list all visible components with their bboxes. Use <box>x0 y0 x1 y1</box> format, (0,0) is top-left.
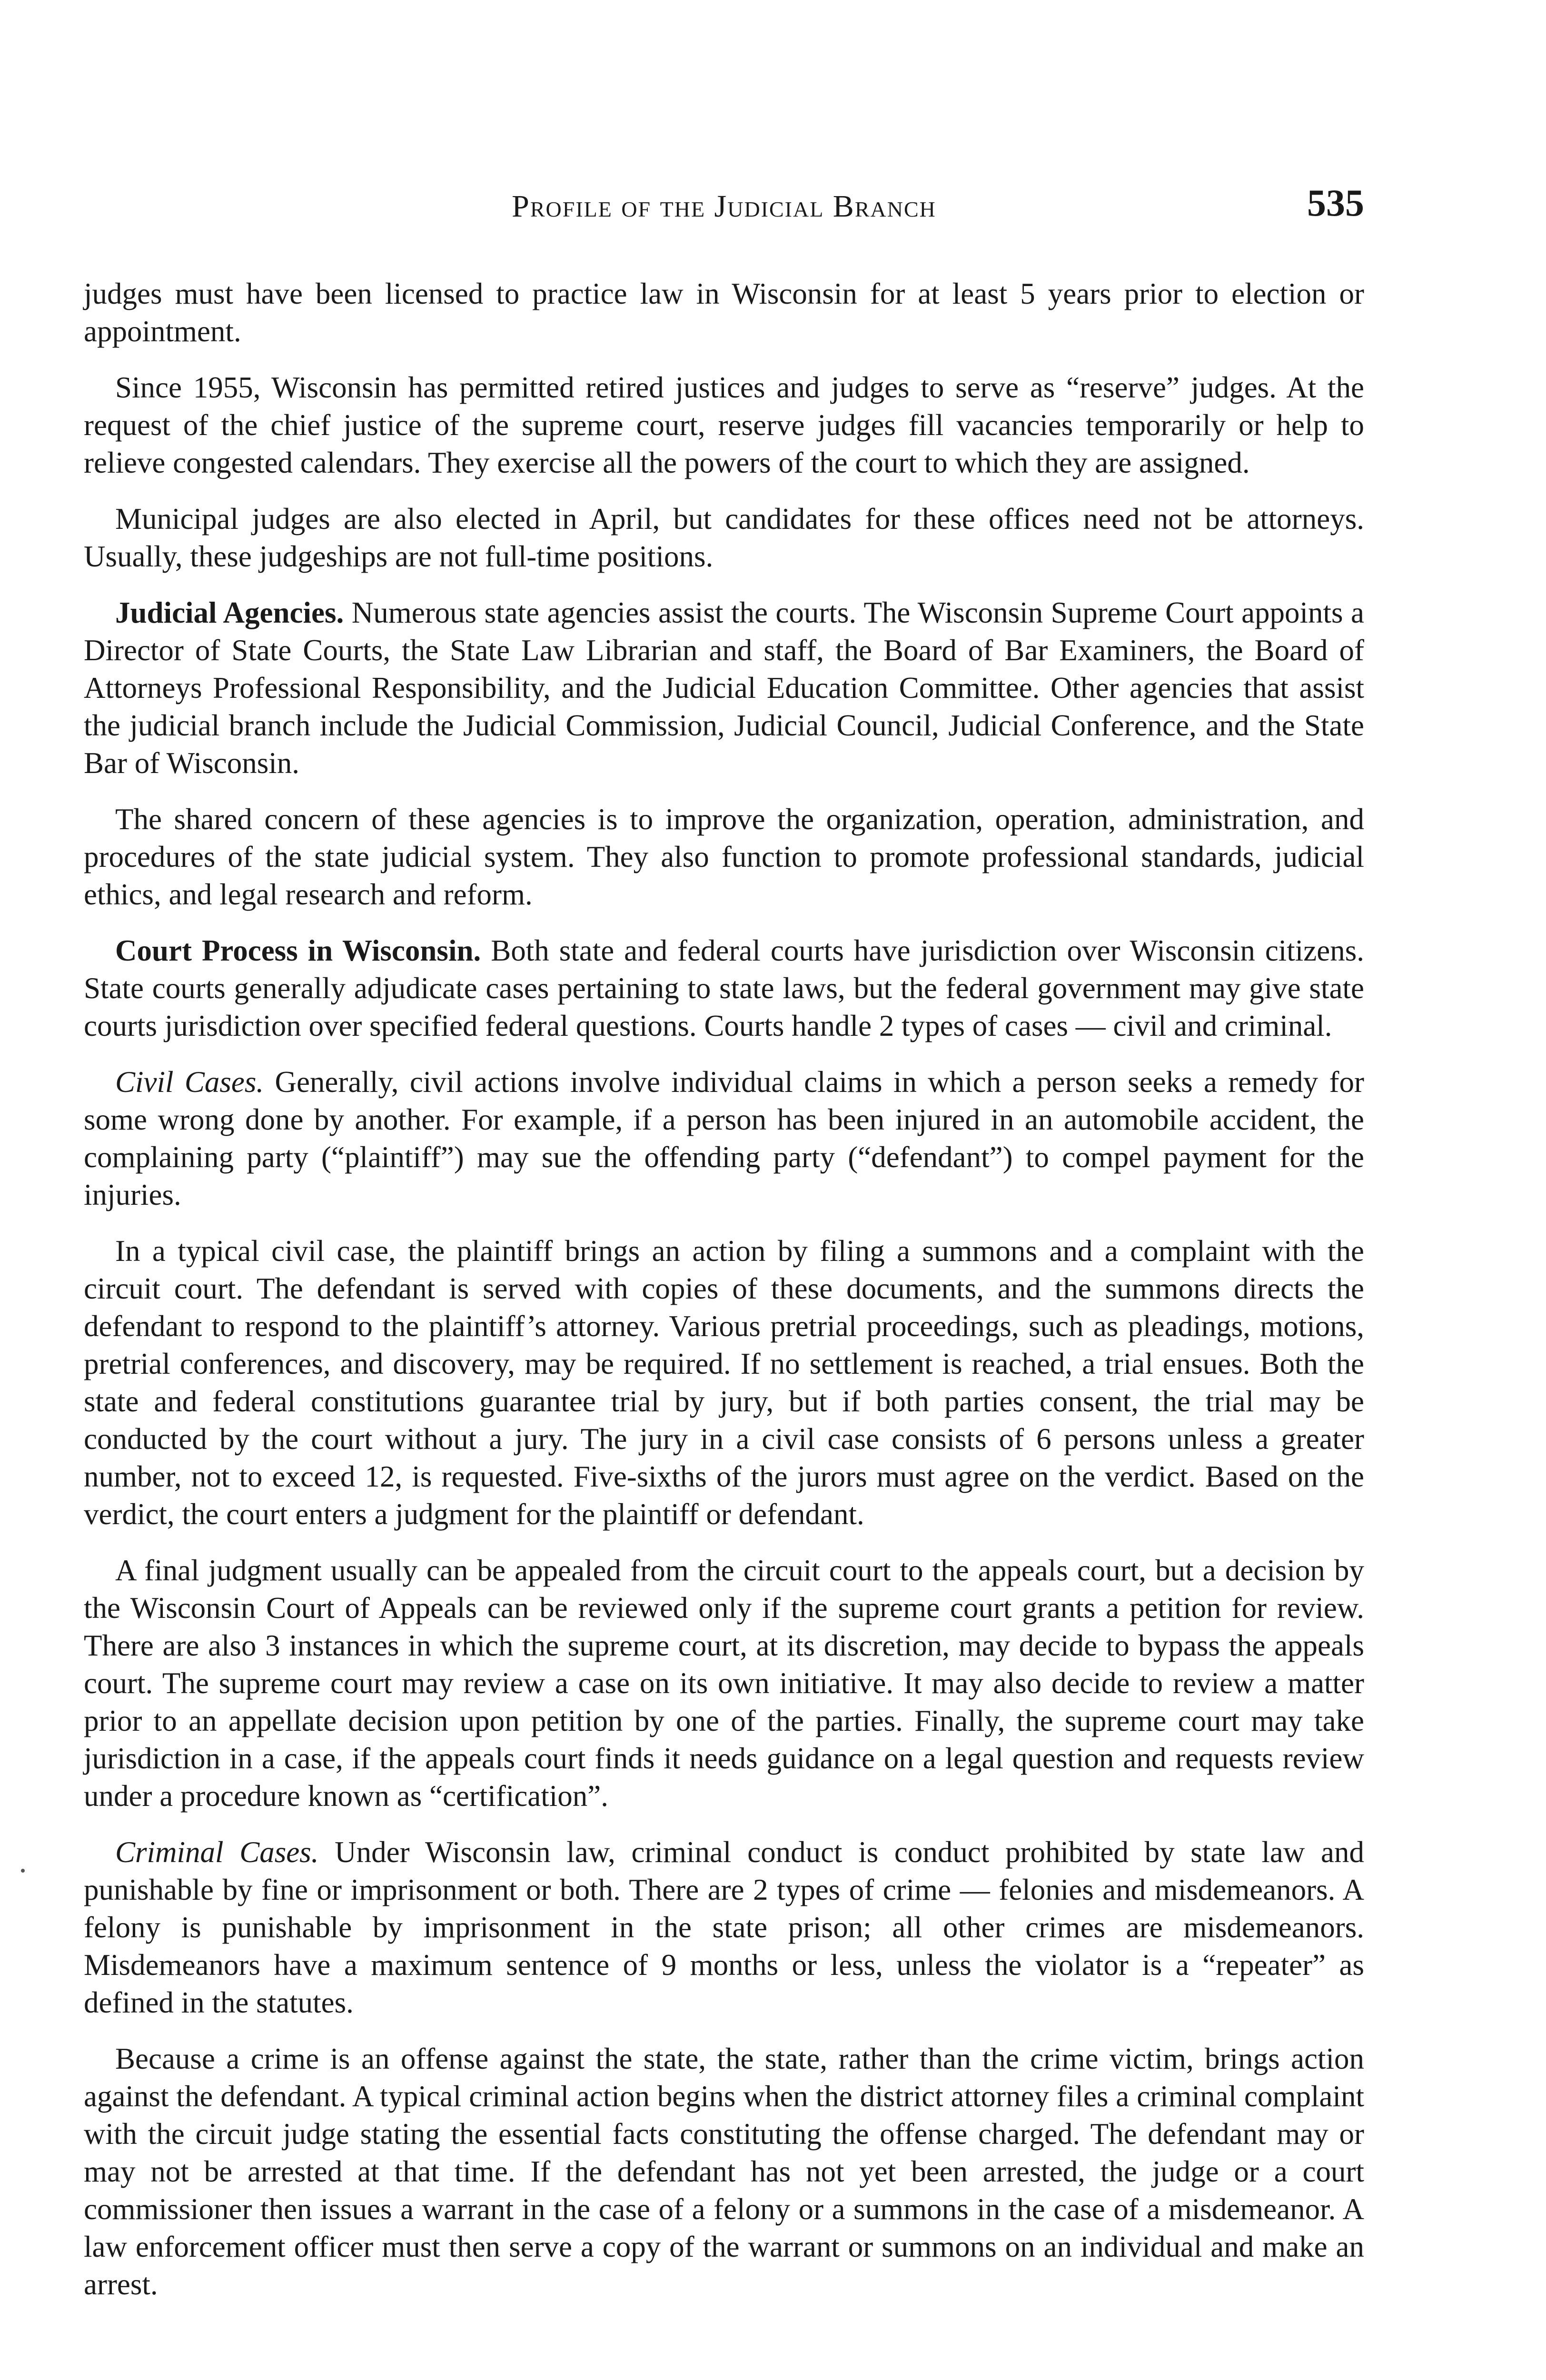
paragraph-text: Both state and federal courts have jurisdiction over Wisconsin citizens. State courts generally adjudicate cases pertaining to state laws, but the federal government may give state courts jurisdiction over specified federal questions. Courts handle 2 types of cases — civil and criminal. <box>84 934 1364 1042</box>
body-text <box>84 275 1364 2322</box>
paragraph-text: Because a crime is an offense against the state, the state, rather than the crime victim, brings action against the defendant. A typical criminal action begins when the district attorney files a criminal complaint with the circuit judge stating the essential facts constituting the offense charged. The defendant may or may not be arrested at that time. If the defendant has not yet been arrested, the judge or a court commissioner then issues a warrant in the case of a felony or a summons in the case of a misdemeanor. A law enforcement officer must then serve a copy of the warrant or summons on an individual and make an arrest. <box>84 2042 1364 2301</box>
paragraph-text: judges must have been licensed to practice law in Wisconsin for at least 5 years prior to election or appointment. <box>84 277 1364 348</box>
paragraph-text: Municipal judges are also elected in April, but candidates for these offices need not be attorneys. Usually, these judgeships are not full-time positions. <box>84 502 1364 573</box>
paragraph-text: Since 1955, Wisconsin has permitted retired justices and judges to serve as “reserve” judges. At the request of the chief justice of the supreme court, reserve judges fill vacancies temporarily or help to relieve congested calendars. They exercise all the powers of the court to which they are assigned. <box>84 371 1364 479</box>
paragraph-typical-civil-case <box>84 1232 1364 1533</box>
paragraph-text: A final judgment usually can be appealed from the circuit court to the appeals court, but a decision by the Wisconsin Court of Appeals can be reviewed only if the supreme court grants a petition for review. There are also 3 instances in which the supreme court, at its discretion, may decide to bypass the appeals court. The supreme court may review a case on its own initiative. It may also decide to review a matter prior to an appellate decision upon petition by one of the parties. Finally, the supreme court may take jurisdiction in a case, if the appeals court finds it needs guidance on a legal question and requests review under a procedure known as “certification”. <box>84 1554 1364 1813</box>
subsection-civil-cases <box>84 1063 1364 1214</box>
margin-speck <box>21 1869 25 1873</box>
paragraph-text: In a typical civil case, the plaintiff brings an action by filing a summons and a complaint with the circuit court. The defendant is served with copies of these documents, and the summons directs the defendant to respond to the plaintiff’s attorney. Various pretrial proceedings, such as pleadings, motions, pretrial conferences, and discovery, may be required. If no settlement is reached, a trial ensues. Both the state and federal constitutions guarantee trial by jury, but if both parties consent, the trial may be conducted by the court without a jury. The jury in a civil case consists of 6 persons unless a greater number, not to exceed 12, is requested. Five-sixths of the jurors must agree on the verdict. Based on the verdict, the court enters a judgment for the plaintiff or defendant. <box>84 1234 1364 1531</box>
section-heading: Judicial Agencies. <box>115 596 344 629</box>
subsection-criminal-cases <box>84 1834 1364 2022</box>
paragraph-reserve-judges <box>84 369 1364 482</box>
section-judicial-agencies <box>84 594 1364 782</box>
paragraph-text: Under Wisconsin law, criminal conduct is conduct prohibited by state law and punishable by fine or imprisonment or both. There are 2 types of crime — felonies and misdemeanors. A felony is punishable by imprisonment in the state prison; all other crimes are misdemeanors. Misdemeanors have a maximum sentence of 9 months or less, unless the violator is a “repeater” as defined in the statutes. <box>84 1835 1364 2019</box>
paragraph-text: Generally, civil actions involve individual claims in which a person seeks a remedy for some wrong done by another. For example, if a person has been injured in an automobile accident, the complaining party (“plaintiff”) may sue the offending party (“defendant”) to compel payment for the injuries. <box>84 1065 1364 1211</box>
running-title: Profile of the Judicial Branch <box>512 189 936 224</box>
section-heading: Court Process in Wisconsin. <box>115 934 481 967</box>
paragraph-municipal-judges <box>84 500 1364 575</box>
page-number: 535 <box>1307 182 1364 224</box>
section-court-process <box>84 932 1364 1045</box>
paragraph-agencies-concern <box>84 801 1364 913</box>
paragraph-text: Numerous state agencies assist the courts. The Wisconsin Supreme Court appoints a Director of State Courts, the State Law Librarian and staff, the Board of Bar Examiners, the Board of Attorneys Professional Responsibility, and the Judicial Education Committee. Other agencies that assist the judicial branch include the Judicial Commission, Judicial Council, Judicial Conference, and the State Bar of Wisconsin. <box>84 596 1364 780</box>
subsection-heading: Civil Cases. <box>115 1065 264 1099</box>
paragraph-text: The shared concern of these agencies is to improve the organization, operation, administration, and procedures of the state judicial system. They also function to promote professional standards, judicial ethics, and legal research and reform. <box>84 803 1364 911</box>
paragraph-appeals <box>84 1552 1364 1815</box>
paragraph-continuation <box>84 275 1364 350</box>
paragraph-criminal-action <box>84 2040 1364 2303</box>
subsection-heading: Criminal Cases. <box>115 1835 319 1869</box>
running-head <box>84 180 1364 237</box>
